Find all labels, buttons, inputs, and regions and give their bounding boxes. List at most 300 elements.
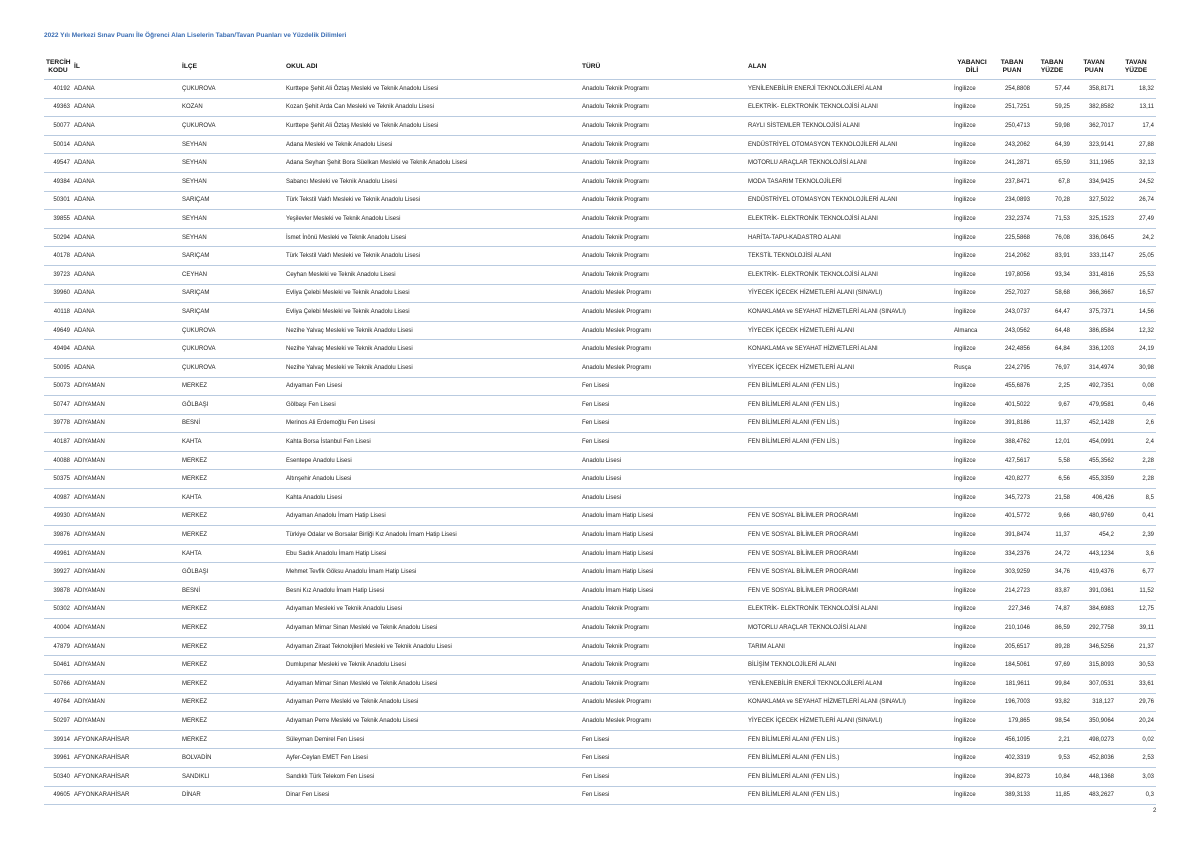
cell-turu: Fen Lisesi [580,749,746,768]
cell-code: 50077 [44,117,72,136]
cell-tavan-puan: 454,2 [1072,526,1116,545]
cell-turu: Fen Lisesi [580,786,746,805]
cell-dil: İngilizce [952,80,992,99]
cell-alan: YİYECEK İÇECEK HİZMETLERİ ALANI (SINAVLI) [746,712,952,731]
cell-il: ADIYAMAN [72,451,180,470]
cell-taban-puan: 456,1095 [992,730,1032,749]
cell-tavan-puan: 479,9581 [1072,396,1116,415]
cell-turu: Anadolu Teknik Programı [580,191,746,210]
cell-taban-yuzde: 89,28 [1032,637,1072,656]
cell-dil: İngilizce [952,600,992,619]
cell-taban-yuzde: 59,25 [1032,98,1072,117]
cell-tavan-yuzde: 32,13 [1116,154,1156,173]
cell-code: 50340 [44,767,72,786]
cell-code: 50294 [44,228,72,247]
cell-okul: Nezihe Yalvaç Mesleki ve Teknik Anadolu Lisesi [284,321,580,340]
cell-tavan-yuzde: 27,49 [1116,210,1156,229]
cell-ilce: MERKEZ [180,712,284,731]
cell-taban-puan: 243,0737 [992,303,1032,322]
cell-tavan-yuzde: 0,02 [1116,730,1156,749]
cell-okul: Adıyaman Mimar Sinan Mesleki ve Teknik Anadolu Lisesi [284,619,580,638]
table-row [44,358,1156,377]
cell-code: 40088 [44,451,72,470]
cell-tavan-yuzde: 24,2 [1116,228,1156,247]
cell-tavan-yuzde: 20,24 [1116,712,1156,731]
cell-code: 50766 [44,675,72,694]
cell-taban-puan: 303,9259 [992,563,1032,582]
cell-alan: FEN BİLİMLERİ ALANI (FEN LİS.) [746,786,952,805]
cell-okul: Evliya Çelebi Mesleki ve Teknik Anadolu Lisesi [284,303,580,322]
cell-tavan-yuzde: 12,32 [1116,321,1156,340]
cell-tavan-puan: 492,7351 [1072,377,1116,396]
cell-tavan-puan: 334,9425 [1072,172,1116,191]
cell-ilce: SANDIKLI [180,767,284,786]
cell-taban-yuzde: 93,82 [1032,693,1072,712]
cell-taban-yuzde: 9,67 [1032,396,1072,415]
cell-turu: Anadolu İmam Hatip Lisesi [580,563,746,582]
cell-il: ADIYAMAN [72,489,180,508]
cell-code: 39876 [44,526,72,545]
cell-alan: MOTORLU ARAÇLAR TEKNOLOJİSİ ALANI [746,619,952,638]
cell-okul: Nezihe Yalvaç Mesleki ve Teknik Anadolu Lisesi [284,358,580,377]
cell-il: ADANA [72,321,180,340]
cell-taban-puan: 394,8273 [992,767,1032,786]
cell-dil: İngilizce [952,414,992,433]
cell-tavan-puan: 406,426 [1072,489,1116,508]
cell-okul: Kurttepe Şehit Ali Öztaş Mesleki ve Teknik Anadolu Lisesi [284,80,580,99]
cell-il: ADIYAMAN [72,507,180,526]
cell-taban-puan: 210,1046 [992,619,1032,638]
cell-tavan-puan: 419,4376 [1072,563,1116,582]
table-row [44,637,1156,656]
cell-taban-yuzde: 67,8 [1032,172,1072,191]
cell-ilce: GÖLBAŞI [180,396,284,415]
table-row [44,730,1156,749]
cell-tavan-puan: 454,0991 [1072,433,1116,452]
cell-code: 50073 [44,377,72,396]
cell-turu: Anadolu Teknik Programı [580,637,746,656]
cell-il: ADIYAMAN [72,619,180,638]
cell-okul: Adıyaman Fen Lisesi [284,377,580,396]
table-row [44,693,1156,712]
cell-tavan-puan: 292,7758 [1072,619,1116,638]
cell-dil: İngilizce [952,247,992,266]
cell-il: ADIYAMAN [72,526,180,545]
cell-il: ADIYAMAN [72,600,180,619]
cell-il: ADIYAMAN [72,377,180,396]
cell-ilce: MERKEZ [180,451,284,470]
table-row [44,600,1156,619]
cell-code: 47879 [44,637,72,656]
table-row [44,191,1156,210]
cell-code: 49764 [44,693,72,712]
table-row [44,582,1156,601]
cell-ilce: MERKEZ [180,656,284,675]
cell-tavan-yuzde: 33,61 [1116,675,1156,694]
cell-turu: Anadolu Teknik Programı [580,210,746,229]
cell-alan: HARİTA-TAPU-KADASTRO ALANI [746,228,952,247]
cell-tavan-yuzde: 6,77 [1116,563,1156,582]
cell-dil: İngilizce [952,619,992,638]
cell-taban-yuzde: 24,72 [1032,544,1072,563]
cell-tavan-yuzde: 2,6 [1116,414,1156,433]
cell-il: ADANA [72,210,180,229]
cell-il: ADIYAMAN [72,396,180,415]
cell-tavan-yuzde: 0,46 [1116,396,1156,415]
cell-alan [746,451,952,470]
cell-dil: İngilizce [952,786,992,805]
cell-tavan-puan: 350,9064 [1072,712,1116,731]
cell-code: 39878 [44,582,72,601]
cell-turu: Anadolu Teknik Programı [580,247,746,266]
cell-taban-puan: 214,2062 [992,247,1032,266]
cell-turu: Anadolu Lisesi [580,451,746,470]
cell-tavan-yuzde: 18,32 [1116,80,1156,99]
table-row [44,712,1156,731]
cell-turu: Anadolu Meslek Programı [580,340,746,359]
cell-taban-yuzde: 93,34 [1032,265,1072,284]
cell-il: ADIYAMAN [72,544,180,563]
cell-tavan-yuzde: 24,19 [1116,340,1156,359]
cell-taban-yuzde: 34,76 [1032,563,1072,582]
cell-ilce: KOZAN [180,98,284,117]
cell-code: 40987 [44,489,72,508]
cell-ilce: SEYHAN [180,210,284,229]
cell-dil: İngilizce [952,507,992,526]
cell-okul: Ebu Sadık Anadolu İmam Hatip Lisesi [284,544,580,563]
cell-il: ADANA [72,172,180,191]
cell-alan: ELEKTRİK- ELEKTRONİK TEKNOLOJİSİ ALANI [746,265,952,284]
cell-taban-puan: 237,8471 [992,172,1032,191]
cell-alan: YİYECEK İÇECEK HİZMETLERİ ALANI [746,321,952,340]
cell-tavan-yuzde: 2,53 [1116,749,1156,768]
cell-turu: Fen Lisesi [580,730,746,749]
cell-code: 49547 [44,154,72,173]
header-tavan-yuzde: TAVAN YÜZDE [1116,55,1156,80]
cell-taban-puan: 243,0562 [992,321,1032,340]
cell-tavan-yuzde: 39,11 [1116,619,1156,638]
cell-dil: İngilizce [952,749,992,768]
cell-dil: İngilizce [952,544,992,563]
cell-tavan-yuzde: 3,6 [1116,544,1156,563]
header-alan: ALAN [746,55,952,80]
cell-il: AFYONKARAHİSAR [72,730,180,749]
cell-okul: Adana Mesleki ve Teknik Anadolu Lisesi [284,135,580,154]
cell-taban-yuzde: 65,59 [1032,154,1072,173]
cell-alan: FEN BİLİMLERİ ALANI (FEN LİS.) [746,730,952,749]
cell-tavan-yuzde: 2,39 [1116,526,1156,545]
cell-ilce: MERKEZ [180,637,284,656]
cell-alan: FEN VE SOSYAL BİLİMLER PROGRAMI [746,563,952,582]
cell-okul: İsmet İnönü Mesleki ve Teknik Anadolu Lisesi [284,228,580,247]
cell-alan: ENDÜSTRİYEL OTOMASYON TEKNOLOJİLERİ ALANI [746,135,952,154]
cell-turu: Anadolu Lisesi [580,470,746,489]
cell-taban-puan: 345,7273 [992,489,1032,508]
cell-turu: Anadolu Teknik Programı [580,98,746,117]
cell-il: ADIYAMAN [72,675,180,694]
cell-alan: MODA TASARIM TEKNOLOJİLERİ [746,172,952,191]
cell-ilce: SEYHAN [180,172,284,191]
table-row [44,135,1156,154]
cell-alan: KONAKLAMA ve SEYAHAT HİZMETLERİ ALANI [746,340,952,359]
cell-okul: Besni Kız Anadolu İmam Hatip Lisesi [284,582,580,601]
cell-il: ADIYAMAN [72,433,180,452]
cell-taban-yuzde: 64,47 [1032,303,1072,322]
cell-tavan-puan: 311,1965 [1072,154,1116,173]
cell-tavan-yuzde: 25,05 [1116,247,1156,266]
cell-taban-yuzde: 2,25 [1032,377,1072,396]
cell-il: ADIYAMAN [72,637,180,656]
table-row [44,396,1156,415]
cell-tavan-yuzde: 0,41 [1116,507,1156,526]
cell-okul: Merinos Ali Erdemoğlu Fen Lisesi [284,414,580,433]
cell-okul: Türk Tekstil Vakfı Mesleki ve Teknik Anadolu Lisesi [284,191,580,210]
cell-taban-yuzde: 5,58 [1032,451,1072,470]
cell-taban-puan: 197,8056 [992,265,1032,284]
cell-ilce: MERKEZ [180,730,284,749]
cell-taban-yuzde: 9,66 [1032,507,1072,526]
cell-dil: İngilizce [952,265,992,284]
cell-taban-puan: 455,6876 [992,377,1032,396]
cell-dil: İngilizce [952,191,992,210]
cell-tavan-yuzde: 2,28 [1116,470,1156,489]
cell-code: 50297 [44,712,72,731]
table-row [44,210,1156,229]
cell-ilce: SEYHAN [180,154,284,173]
table-row [44,172,1156,191]
cell-alan: ELEKTRİK- ELEKTRONİK TEKNOLOJİSİ ALANI [746,210,952,229]
header-taban-puan: TABAN PUAN [992,55,1032,80]
cell-ilce: SARIÇAM [180,247,284,266]
cell-okul: Esentepe Anadolu Lisesi [284,451,580,470]
cell-tavan-puan: 375,7371 [1072,303,1116,322]
cell-code: 49649 [44,321,72,340]
cell-taban-puan: 427,5617 [992,451,1032,470]
cell-turu: Anadolu Teknik Programı [580,265,746,284]
cell-turu: Fen Lisesi [580,377,746,396]
cell-ilce: KAHTA [180,433,284,452]
table-row [44,303,1156,322]
cell-tavan-yuzde: 2,28 [1116,451,1156,470]
cell-okul: Gölbaşı Fen Lisesi [284,396,580,415]
cell-tavan-puan: 331,4816 [1072,265,1116,284]
cell-taban-yuzde: 2,21 [1032,730,1072,749]
cell-tavan-yuzde: 0,3 [1116,786,1156,805]
cell-okul: Nezihe Yalvaç Mesleki ve Teknik Anadolu Lisesi [284,340,580,359]
cell-il: ADANA [72,80,180,99]
cell-il: ADANA [72,191,180,210]
cell-tavan-yuzde: 30,98 [1116,358,1156,377]
cell-il: ADANA [72,303,180,322]
cell-taban-yuzde: 59,98 [1032,117,1072,136]
cell-okul: Kahta Anadolu Lisesi [284,489,580,508]
cell-dil: İngilizce [952,210,992,229]
cell-tavan-yuzde: 0,08 [1116,377,1156,396]
cell-taban-yuzde: 10,84 [1032,767,1072,786]
cell-dil: İngilizce [952,340,992,359]
table-row [44,433,1156,452]
cell-taban-yuzde: 12,01 [1032,433,1072,452]
cell-dil: İngilizce [952,489,992,508]
cell-alan: FEN BİLİMLERİ ALANI (FEN LİS.) [746,767,952,786]
cell-alan: KONAKLAMA ve SEYAHAT HİZMETLERİ ALANI (SINAVLI) [746,693,952,712]
cell-il: ADANA [72,247,180,266]
cell-ilce: ÇUKUROVA [180,340,284,359]
cell-turu: Anadolu Meslek Programı [580,693,746,712]
header-tavan-puan: TAVAN PUAN [1072,55,1116,80]
cell-code: 39778 [44,414,72,433]
cell-alan: RAYLI SİSTEMLER TEKNOLOJİSİ ALANI [746,117,952,136]
cell-taban-puan: 181,9611 [992,675,1032,694]
cell-tavan-puan: 448,1368 [1072,767,1116,786]
cell-taban-puan: 420,8277 [992,470,1032,489]
cell-taban-puan: 184,5061 [992,656,1032,675]
cell-turu: Fen Lisesi [580,414,746,433]
cell-il: ADIYAMAN [72,563,180,582]
header-dil: YABANCI DİLİ [952,55,992,80]
header-taban-yuzde: TABAN YÜZDE [1032,55,1072,80]
cell-tavan-puan: 366,3667 [1072,284,1116,303]
cell-tavan-puan: 386,8584 [1072,321,1116,340]
cell-code: 49961 [44,544,72,563]
header-okul: OKUL ADI [284,55,580,80]
cell-il: ADANA [72,265,180,284]
cell-alan: MOTORLU ARAÇLAR TEKNOLOJİSİ ALANI [746,154,952,173]
results-table [44,55,1156,805]
cell-taban-yuzde: 71,53 [1032,210,1072,229]
table-row [44,489,1156,508]
cell-turu: Anadolu Teknik Programı [580,117,746,136]
cell-dil: İngilizce [952,730,992,749]
cell-tavan-yuzde: 30,53 [1116,656,1156,675]
cell-okul: Süleyman Demirel Fen Lisesi [284,730,580,749]
cell-alan: ELEKTRİK- ELEKTRONİK TEKNOLOJİSİ ALANI [746,600,952,619]
cell-code: 40118 [44,303,72,322]
cell-taban-puan: 225,5868 [992,228,1032,247]
cell-ilce: KAHTA [180,544,284,563]
cell-alan: KONAKLAMA ve SEYAHAT HİZMETLERİ ALANI (SINAVLI) [746,303,952,322]
cell-dil: İngilizce [952,228,992,247]
cell-taban-puan: 227,346 [992,600,1032,619]
cell-tavan-puan: 452,8036 [1072,749,1116,768]
cell-turu: Anadolu Lisesi [580,489,746,508]
cell-il: ADANA [72,358,180,377]
cell-ilce: GÖLBAŞI [180,563,284,582]
cell-turu: Anadolu Teknik Programı [580,228,746,247]
cell-ilce: BESNİ [180,414,284,433]
cell-ilce: CEYHAN [180,265,284,284]
cell-taban-puan: 401,5772 [992,507,1032,526]
cell-turu: Fen Lisesi [580,767,746,786]
table-row [44,377,1156,396]
cell-ilce: MERKEZ [180,600,284,619]
cell-il: ADANA [72,154,180,173]
cell-taban-yuzde: 97,69 [1032,656,1072,675]
cell-tavan-puan: 362,7017 [1072,117,1116,136]
document-title: 2022 Yılı Merkezi Sınav Puanı İle Öğrenci Alan Liselerin Taban/Tavan Puanları ve Yüzdelik Dilimleri [44,32,347,39]
cell-taban-puan: 243,2062 [992,135,1032,154]
cell-ilce: ÇUKUROVA [180,80,284,99]
cell-alan [746,470,952,489]
cell-tavan-puan: 384,6983 [1072,600,1116,619]
cell-ilce: SEYHAN [180,135,284,154]
cell-alan: YİYECEK İÇECEK HİZMETLERİ ALANI [746,358,952,377]
cell-tavan-puan: 325,1523 [1072,210,1116,229]
table-row [44,470,1156,489]
cell-code: 39960 [44,284,72,303]
cell-turu: Anadolu Meslek Programı [580,284,746,303]
cell-taban-yuzde: 70,28 [1032,191,1072,210]
cell-okul: Kahta Borsa İstanbul Fen Lisesi [284,433,580,452]
cell-okul: Adıyaman Perre Mesleki ve Teknik Anadolu Lisesi [284,693,580,712]
cell-taban-yuzde: 11,85 [1032,786,1072,805]
table-row [44,247,1156,266]
cell-okul: Adıyaman Mimar Sinan Mesleki ve Teknik Anadolu Lisesi [284,675,580,694]
table-row [44,98,1156,117]
table-row [44,117,1156,136]
cell-turu: Anadolu Meslek Programı [580,712,746,731]
cell-alan: YİYECEK İÇECEK HİZMETLERİ ALANI (SINAVLI) [746,284,952,303]
cell-il: ADANA [72,284,180,303]
cell-dil: İngilizce [952,582,992,601]
cell-ilce: MERKEZ [180,377,284,396]
cell-ilce: BESNİ [180,582,284,601]
cell-dil: İngilizce [952,451,992,470]
cell-code: 49384 [44,172,72,191]
cell-tavan-puan: 327,5022 [1072,191,1116,210]
table-row [44,786,1156,805]
cell-turu: Anadolu Meslek Programı [580,358,746,377]
cell-dil: İngilizce [952,563,992,582]
cell-il: ADIYAMAN [72,414,180,433]
table-row [44,767,1156,786]
cell-dil: İngilizce [952,433,992,452]
cell-okul: Adıyaman Anadolu İmam Hatip Lisesi [284,507,580,526]
cell-tavan-yuzde: 14,56 [1116,303,1156,322]
cell-okul: Dinar Fen Lisesi [284,786,580,805]
cell-dil: İngilizce [952,526,992,545]
cell-il: ADANA [72,135,180,154]
cell-turu: Anadolu Teknik Programı [580,675,746,694]
cell-taban-puan: 250,4713 [992,117,1032,136]
cell-dil: İngilizce [952,767,992,786]
cell-okul: Evliya Çelebi Mesleki ve Teknik Anadolu Lisesi [284,284,580,303]
cell-taban-yuzde: 64,39 [1032,135,1072,154]
cell-taban-puan: 391,8474 [992,526,1032,545]
cell-okul: Ceyhan Mesleki ve Teknik Anadolu Lisesi [284,265,580,284]
cell-ilce: MERKEZ [180,526,284,545]
cell-code: 49605 [44,786,72,805]
cell-taban-puan: 402,3319 [992,749,1032,768]
cell-taban-puan: 214,2723 [992,582,1032,601]
cell-okul: Türk Tekstil Vakfı Mesleki ve Teknik Anadolu Lisesi [284,247,580,266]
table-row [44,265,1156,284]
cell-alan: FEN VE SOSYAL BİLİMLER PROGRAMI [746,544,952,563]
header-il: İL [72,55,180,80]
cell-tavan-puan: 498,0273 [1072,730,1116,749]
cell-code: 50747 [44,396,72,415]
cell-tavan-yuzde: 3,03 [1116,767,1156,786]
cell-alan: TEKSTİL TEKNOLOJİSİ ALANI [746,247,952,266]
cell-turu: Anadolu Teknik Programı [580,172,746,191]
cell-turu: Anadolu Teknik Programı [580,600,746,619]
cell-code: 50375 [44,470,72,489]
cell-alan: FEN BİLİMLERİ ALANI (FEN LİS.) [746,414,952,433]
cell-tavan-yuzde: 26,74 [1116,191,1156,210]
cell-tavan-puan: 323,9141 [1072,135,1116,154]
cell-tavan-yuzde: 21,37 [1116,637,1156,656]
cell-dil: İngilizce [952,396,992,415]
